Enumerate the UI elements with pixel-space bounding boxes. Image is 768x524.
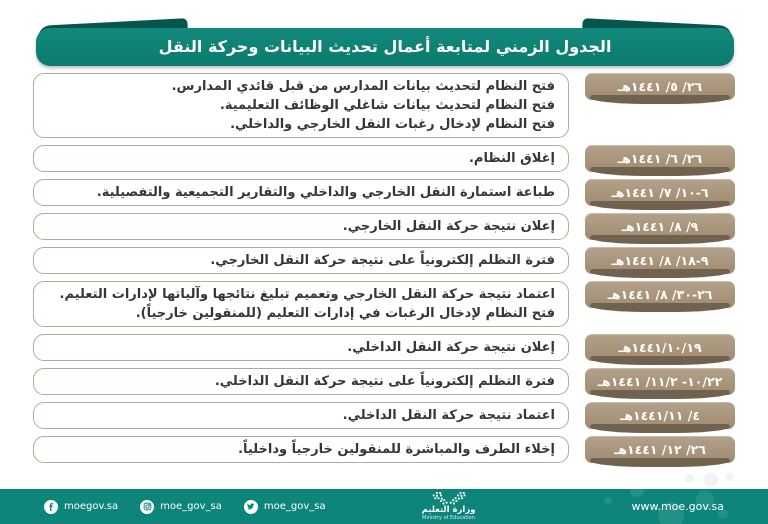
task-box (33, 179, 569, 206)
decor-circle (726, 473, 734, 481)
date-text: ٩-١٨/ ٨/ ١٤٤١هـ (611, 253, 709, 268)
social-handle: moe_gov_sa (160, 501, 222, 512)
task-line: إغلاق النظام. (468, 151, 555, 166)
moe-logo (422, 492, 476, 521)
task-line: إعلان نتيجة حركة النقل الداخلي. (347, 340, 555, 355)
date-badge (585, 281, 735, 308)
task-box (33, 213, 569, 240)
twitter-icon (244, 500, 258, 514)
header-ribbon (36, 28, 734, 66)
task-box (33, 334, 569, 361)
task-line: فتح النظام لإدخال رغبات النقل الخارجي والداخلي. (230, 117, 555, 132)
task-line: فتح النظام لتحديث بيانات المدارس من قبل قائدي المدارس. (171, 79, 555, 94)
task-line: اعتماد نتيجة حركة النقل الداخلي. (342, 408, 555, 423)
moe-logo-mark (429, 492, 469, 505)
task-box (33, 145, 569, 172)
task-box (33, 73, 569, 138)
date-text: ٢٢/‏١٠- ٢/‏١١/ ١٤٤١هـ (597, 374, 723, 389)
date-text: ٢٦/ ٦/ ١٤٤١هـ (617, 151, 703, 166)
timeline-row (33, 73, 735, 138)
timeline-row (33, 368, 735, 395)
timeline-list (33, 73, 735, 463)
task-line: إعلان نتيجة حركة النقل الخارجي. (342, 219, 555, 234)
date-text: ١٩/‏١٠/‏١٤٤١هـ (618, 340, 702, 355)
task-line: طباعة استمارة النقل الخارجي والداخلي والتقارير التجميعية والتفصيلية. (96, 185, 555, 200)
twitter-link[interactable] (244, 500, 326, 514)
timeline-row (33, 179, 735, 206)
date-badge (585, 402, 735, 429)
date-text: ٤/ ١١/‏١٤٤١هـ (620, 408, 700, 423)
decor-circle (604, 497, 612, 505)
decor-circle (630, 489, 644, 497)
website-url[interactable]: www.moe.gov.sa (631, 500, 724, 513)
task-box (33, 247, 569, 274)
facebook-icon (44, 500, 58, 514)
timeline-row (33, 281, 735, 327)
task-line: اعتماد نتيجة حركة النقل الخارجي وتعميم تبليغ نتائجها وآلياتها لإدارات التعليم. (59, 287, 555, 302)
footer-bar (0, 489, 768, 524)
facebook-link[interactable] (44, 500, 118, 514)
timeline-row (33, 213, 735, 240)
timeline-row (33, 402, 735, 429)
date-badge (585, 247, 735, 274)
task-line: فترة التظلم إلكترونياً على نتيجة حركة النقل الخارجي. (210, 253, 555, 268)
date-text: ٢٦-٣٠/ ٨/ ١٤٤١هـ (607, 287, 713, 302)
timeline-row (33, 334, 735, 361)
date-badge (585, 213, 735, 240)
decor-circle (685, 474, 694, 483)
date-badge (585, 368, 735, 395)
moe-logo-english: Ministry of Education (422, 514, 475, 521)
social-links (44, 500, 326, 514)
social-handle: moegov.sa (64, 501, 119, 512)
social-handle: moe_gov_sa (263, 501, 326, 512)
task-line: فترة التظلم إلكترونياً على نتيجة حركة النقل الداخلي. (214, 374, 555, 389)
date-badge (585, 73, 735, 100)
task-box (33, 368, 569, 395)
decor-circle (704, 473, 718, 487)
timeline-row (33, 436, 735, 463)
timeline-row (33, 145, 735, 172)
instagram-link[interactable] (140, 500, 222, 514)
date-badge (585, 145, 735, 172)
timeline-row (33, 247, 735, 274)
task-box (33, 436, 569, 463)
moe-logo-arabic: وزارة التعليم (421, 505, 476, 516)
task-line: فتح النظام لتحديث بيانات شاغلي الوظائف التعليمية. (219, 98, 555, 113)
date-text: ٩/ ٨/ ١٤٤١هـ (621, 219, 699, 234)
task-box (33, 281, 569, 327)
date-text: ٢٦/ ١٢/ ١٤٤١هـ (614, 442, 706, 457)
date-text: ٦-١٠/ ٧/ ١٤٤١هـ (611, 185, 709, 200)
date-badge (585, 436, 735, 463)
date-badge (585, 334, 735, 361)
date-badge (585, 179, 735, 206)
task-box (33, 402, 569, 429)
date-text: ٢٦/ ٥/ ١٤٤١هـ (617, 79, 703, 94)
page-title: الجدول الزمني لمتابعة أعمال تحديث البيانات وحركة النقل (158, 37, 612, 56)
task-line: فتح النظام لإدخال الرغبات في إدارات التعليم (للمنقولين خارجياً). (135, 306, 555, 321)
instagram-icon (140, 500, 154, 514)
task-line: إخلاء الطرف والمباشرة للمنقولين خارجياً وداخلياً. (238, 442, 555, 457)
